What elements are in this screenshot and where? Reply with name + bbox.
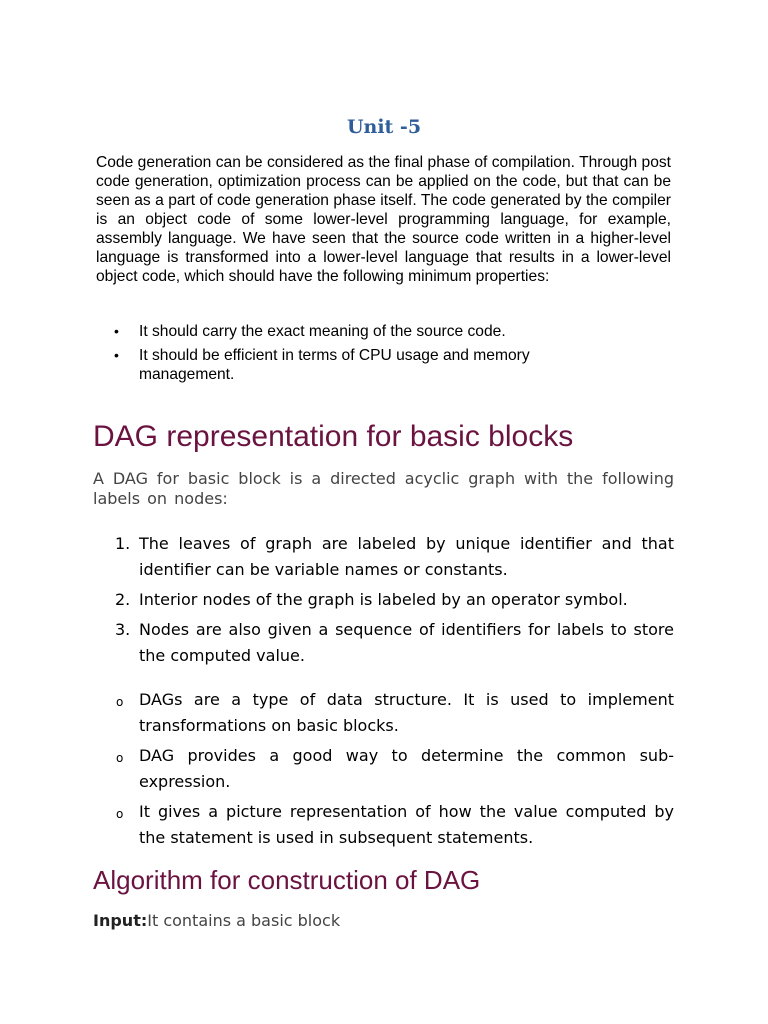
input-text: It contains a basic block bbox=[147, 911, 341, 930]
list-item bbox=[93, 799, 674, 851]
list-item-text: DAG provides a good way to determine the common sub-expression. bbox=[139, 746, 674, 791]
dag-section-heading: DAG representation for basic blocks bbox=[93, 420, 574, 453]
list-item bbox=[93, 531, 674, 583]
list-item-text: The leaves of graph are labeled by unique identifier and that identifier can be variable names or constants. bbox=[139, 534, 674, 579]
circle-bullet-icon: o bbox=[116, 807, 124, 821]
list-item-text: Nodes are also given a sequence of identifiers for labels to store the computed value. bbox=[139, 620, 674, 665]
algorithm-section-heading: Algorithm for construction of DAG bbox=[93, 865, 481, 895]
list-item-text: It gives a picture representation of how the value computed by the statement is used in subsequent statements. bbox=[139, 802, 674, 847]
list-item: • It should carry the exact meaning of the source code. bbox=[96, 322, 616, 341]
list-item: • It should be efficient in terms of CPU usage and memory management. bbox=[96, 346, 616, 384]
list-item bbox=[93, 743, 674, 795]
node-label-list bbox=[93, 531, 674, 673]
input-label: Input: bbox=[93, 911, 148, 930]
unit-title: Unit -5 bbox=[346, 116, 422, 138]
circle-bullet-icon: o bbox=[116, 751, 124, 765]
list-item-text: DAGs are a type of data structure. It is used to implement transformations on basic blocks. bbox=[139, 690, 674, 735]
properties-list bbox=[96, 322, 616, 389]
dag-intro-paragraph: A DAG for basic block is a directed acyclic graph with the following labels on nodes: bbox=[93, 469, 674, 508]
input-line bbox=[93, 910, 340, 932]
list-number: 1. bbox=[115, 534, 131, 553]
circle-bullet-icon: o bbox=[116, 695, 124, 709]
list-item bbox=[93, 617, 674, 669]
intro-paragraph: Code generation can be considered as the final phase of compilation. Through post code generation, optimization process can be applied on the code, but that can be seen as a part of code generation phase itself. The code generated by the compiler is an object code of some lower-level programming language, for example, assembly language. We have seen that the source code written in a higher-level language is transformed into a lower-level language that results in a lower-level object code, which should have the following minimum properties: bbox=[96, 154, 671, 285]
list-item bbox=[93, 687, 674, 739]
list-item bbox=[93, 587, 674, 613]
list-number: 3. bbox=[115, 620, 131, 639]
dag-facts-list bbox=[93, 687, 674, 855]
list-number: 2. bbox=[115, 590, 131, 609]
list-item-text: Interior nodes of the graph is labeled by an operator symbol. bbox=[139, 590, 628, 609]
